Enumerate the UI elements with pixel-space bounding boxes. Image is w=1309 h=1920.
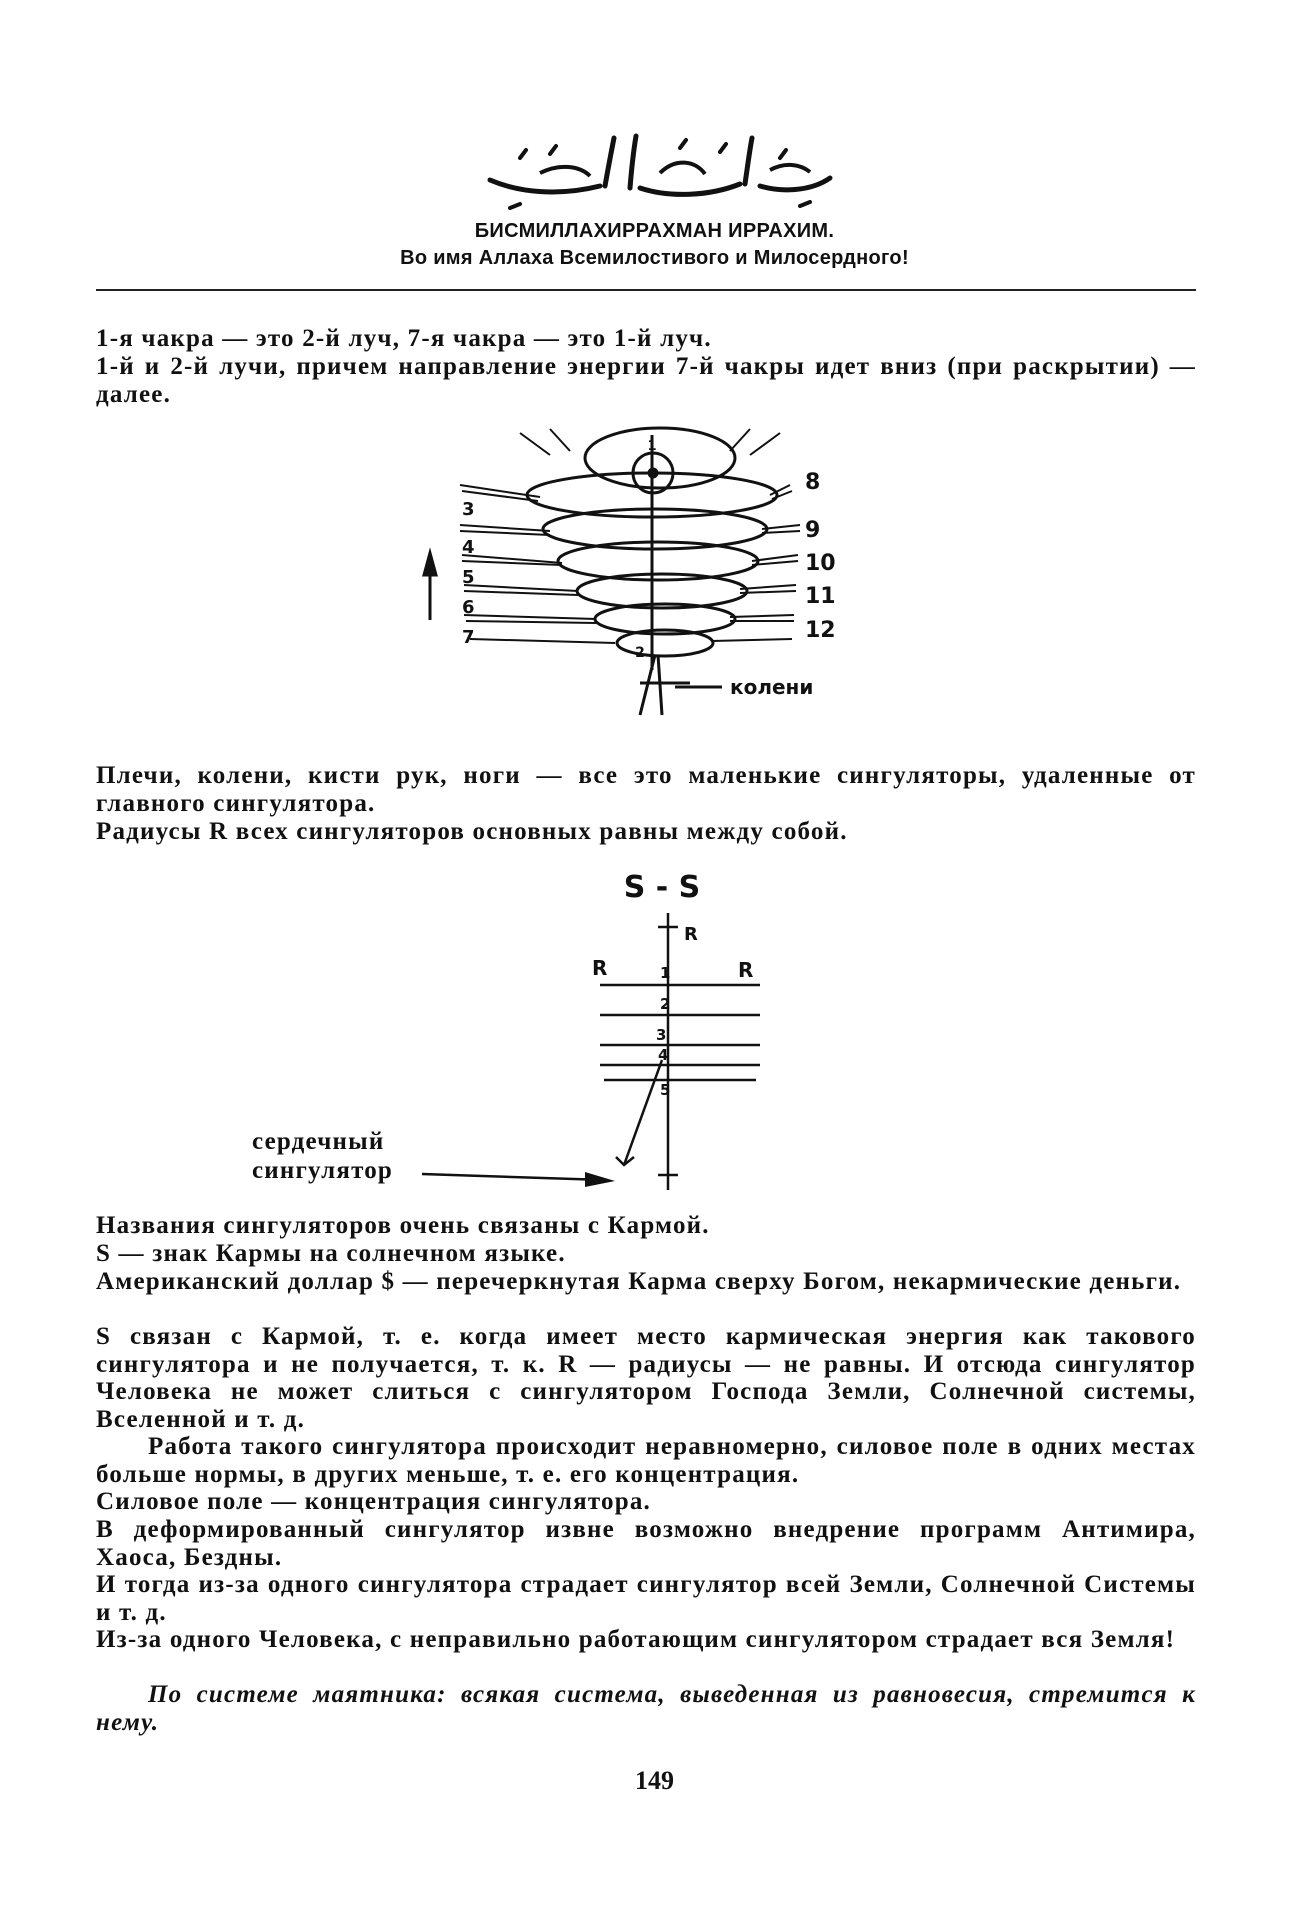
- header-title: БИСМИЛЛАХИРРАХМАН ИРРАХИМ.: [474, 220, 835, 242]
- diagram-caption-line-1: сердечный: [252, 1128, 385, 1155]
- ray-label-left-4: 4: [462, 537, 475, 558]
- level-label-2: 2: [660, 995, 671, 1013]
- page-number: 149: [635, 1766, 674, 1795]
- level-label-5: 5: [660, 1081, 671, 1099]
- diagram-caption-line-2: сингулятор: [252, 1157, 394, 1184]
- header-rule: [96, 289, 1196, 291]
- bismillah-calligraphy: [480, 118, 840, 218]
- knee-label: колени: [730, 675, 814, 699]
- body-paragraph-4: S связан с Кармой, т. е. когда имеет место кармическая энергия как такового сингулятора и не получается, т. к. R — радиусы — не равны. И отсюда сингулятор Человека не может слиться с сингулятором Господа Земли, Солнечной системы, Вселенной и т. д.: [96, 1323, 1196, 1433]
- intro-paragraph-1: 1-я чакра — это 2-й луч, 7-я чакра — это 1-й луч.: [96, 325, 712, 352]
- body-paragraph-2: S — знак Кармы на солнечном языке.: [96, 1240, 566, 1267]
- middle-paragraph-2: Радиусы R всех сингуляторов основных равны между собой.: [96, 818, 848, 845]
- ray-label-right-12: 12: [805, 618, 836, 643]
- ray-label-left-7: 7: [462, 627, 475, 648]
- body-paragraph-9: Из-за одного Человека, с неправильно работающим сингулятором страдает вся Земля!: [96, 1626, 1176, 1653]
- diagram-title: S - S: [623, 870, 701, 905]
- singulator-diagram: [560, 865, 780, 1195]
- ray-label-right-9: 9: [805, 518, 821, 543]
- body-paragraph-3: Американский доллар $ — перечеркнутая Карма сверху Богом, некармические деньги.: [96, 1268, 1182, 1295]
- level-label-1: 1: [660, 964, 671, 982]
- intro-paragraph-2: 1-й и 2-й лучи, причем направление энергии 7-й чакры идет вниз (при раскрытии) — далее.: [96, 353, 1196, 408]
- ray-label-right-8: 8: [805, 470, 821, 495]
- level-label-4: 4: [658, 1046, 669, 1064]
- radius-label-top: R: [684, 924, 698, 945]
- ray-label-right-10: 10: [805, 551, 836, 576]
- body-paragraph-8: И тогда из-за одного сингулятора страдает сингулятор всей Земли, Солнечной Системы и т. д.: [96, 1571, 1196, 1626]
- radius-label-left: R: [592, 956, 608, 980]
- ray-label-left-3: 3: [462, 499, 475, 520]
- ray-label-right-11: 11: [805, 584, 836, 609]
- header-subtitle: Во имя Аллаха Всемилостивого и Милосердного!: [400, 247, 909, 269]
- radius-label-right: R: [738, 958, 754, 982]
- ray-label-left-5: 5: [462, 567, 475, 588]
- caption-arrow: [420, 1160, 620, 1190]
- body-paragraph-10: По системе маятника: всякая система, выведенная из равновесия, стремится к нему.: [96, 1681, 1196, 1736]
- ray-label-center-1: 1: [647, 439, 657, 454]
- level-label-3: 3: [656, 1026, 667, 1044]
- body-paragraph-5: Работа такого сингулятора происходит неравномерно, силовое поле в одних местах больше нормы, в других меньше, т. е. его концентрация.: [96, 1433, 1196, 1488]
- body-paragraph-7: В деформированный сингулятор извне возможно внедрение программ Антимира, Хаоса, Бездны.: [96, 1516, 1196, 1571]
- ray-label-center-2: 2: [635, 645, 645, 661]
- middle-paragraph-1: Плечи, колени, кисти рук, ноги — все это маленькие сингуляторы, удаленные от главного сингулятора.: [96, 762, 1196, 817]
- ray-label-left-6: 6: [462, 597, 475, 618]
- body-paragraph-1: Названия сингуляторов очень связаны с Кармой.: [96, 1212, 710, 1239]
- chakra-rays-diagram: [400, 425, 860, 725]
- body-paragraph-6: Силовое поле — концентрация сингулятора.: [96, 1488, 651, 1515]
